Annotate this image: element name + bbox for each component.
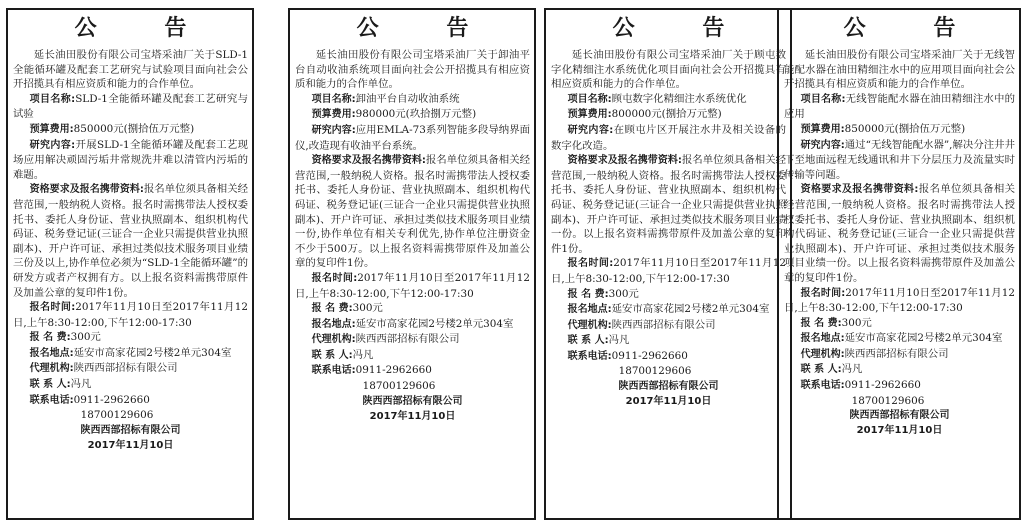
notice-title: 公 告 [74, 16, 217, 41]
project-value: 无线智能配水器在油田精细注水中的应用 [784, 92, 1016, 121]
budget-label: 预算费用: [800, 123, 845, 135]
phone-row [551, 349, 786, 365]
notice-body [551, 48, 786, 409]
agency-row [295, 332, 530, 348]
contact-label: 联 系 人: [567, 335, 609, 347]
qualification-row [551, 153, 786, 256]
contact-label: 联 系 人: [29, 379, 71, 391]
time-value: 2017年11月10日至2017年11月12日,上午8:30-12:00,下午12:00-17:30 [295, 271, 530, 300]
qualification-row [13, 182, 248, 300]
place-label: 报名地点: [567, 304, 612, 316]
qualification-value: 报名单位须具备相关经营范围,一般纳税人资格。报名时需携带法人授权委托书、委托人身份证、营业执照副本、组织机构代码证、税务登记证(三证合一企业只需提供营业执照副本)、开户许可证、承担过类似技术服务项目业绩一份,协作单位有相关专利优先,协作单位注册资金不少于500万。以上报名资料需携带原件及加盖公章的复印件1份。 [295, 154, 531, 270]
notice-3 [544, 8, 792, 520]
fee-row [13, 330, 248, 346]
place-row [13, 346, 248, 362]
notice-2 [288, 8, 536, 520]
time-label: 报名时间: [311, 272, 358, 284]
agency-value: 陕西西部招标有限公司 [73, 362, 178, 375]
project-value: 顾屯数字化精细注水系统优化 [611, 92, 747, 105]
agency-label: 代理机构: [311, 334, 356, 346]
budget-label: 预算费用: [311, 109, 356, 121]
research-row [551, 123, 786, 153]
time-row [295, 271, 530, 301]
project-row [13, 92, 248, 122]
research-value: 在顾屯片区开展注水井及相关设备的数字化改造。 [551, 123, 786, 152]
phone-label: 联系电话: [567, 350, 612, 362]
agency-label: 代理机构: [800, 348, 845, 360]
agency-row [784, 347, 1015, 363]
signature-date: 2017年11月10日 [369, 410, 456, 422]
time-label: 报名时间: [567, 258, 614, 270]
contact-row [295, 348, 530, 364]
phone-value: 0911-2962660 [611, 349, 688, 362]
signature-org: 陕西西部招标有限公司 [80, 424, 181, 436]
phone-value: 0911-2962660 [844, 379, 921, 392]
notice-body [13, 48, 248, 453]
contact-value: 冯凡 [352, 348, 374, 361]
fee-row [295, 301, 530, 317]
research-row [13, 138, 248, 183]
agency-value: 陕西西部招标有限公司 [611, 318, 716, 331]
research-value: 通过“无线智能配水器”,解决分注井井下至地面远程无线通讯和井下分层压力及流量实时传输等问题。 [784, 138, 1015, 181]
place-label: 报名地点: [29, 347, 74, 359]
notice-body [295, 48, 530, 424]
agency-label: 代理机构: [29, 363, 74, 375]
intro-text: 延长油田股份有限公司宝塔采油厂关于顾屯数字化精细注水系统优化项目面向社会公开招揽具有相应资质和能力的合作单位。 [551, 49, 786, 91]
research-row [784, 138, 1015, 183]
phone-mobile: 18700129606 [80, 409, 154, 422]
time-label: 报名时间: [29, 302, 76, 314]
fee-row [784, 316, 1015, 332]
budget-label: 预算费用: [29, 123, 74, 135]
agency-value: 陕西西部招标有限公司 [355, 333, 460, 346]
budget-row [784, 122, 1015, 138]
project-label: 项目名称: [800, 93, 846, 105]
budget-value: 800000元(捌拾万元整) [611, 108, 722, 121]
research-row [295, 123, 530, 153]
intro-text: 延长油田股份有限公司宝塔采油厂关于卸油平台自动收油系统项目面向社会公开招揽具有相应资质和能力的合作单位。 [295, 49, 530, 91]
place-value: 延安市高家花园2号楼2单元304室 [73, 346, 232, 359]
signature-org: 陕西西部招标有限公司 [618, 381, 719, 393]
project-row [295, 92, 530, 108]
intro-text: 延长油田股份有限公司宝塔采油厂关于SLD-1全能循环罐及配套工艺研究与试验项目面向社会公开招揽具有相应资质和能力的合作单位。 [13, 49, 248, 91]
qualification-label: 资格要求及报名携带资料: [800, 184, 919, 196]
qualification-value: 报名单位须具备相关经营范围,一般纳税人资格。报名时需携带法人授权委托书、委托人身份证、营业执照副本、组织机构代码证、税务登记证(三证合一企业只需提供营业执照副本)、开户许可证、承担过类似技术服务项目业绩三份及以上,协作单位必须为“SLD-1全能循环罐”的研发方或者产权拥有方。以上报名资料需携带原件及加盖公章的复印件1份。 [13, 183, 249, 299]
time-row [13, 300, 248, 330]
research-value: 开展SLD-1全能循环罐及配套工艺现场应用解决顽固污垢井常规洗井难以清管内污垢的难题。 [13, 138, 249, 181]
contact-row [784, 362, 1015, 378]
fee-label: 报 名 费: [29, 332, 71, 344]
place-label: 报名地点: [800, 333, 845, 345]
project-value: SLD-1全能循环罐及配套工艺研究与试验 [13, 92, 248, 121]
phone-mobile: 18700129606 [851, 394, 925, 407]
fee-value: 300元 [70, 331, 101, 344]
project-label: 项目名称: [567, 93, 612, 105]
fee-row [551, 287, 786, 303]
agency-row [13, 361, 248, 377]
phone-value: 0911-2962660 [73, 393, 150, 406]
phone-row [295, 363, 530, 379]
research-label: 研究内容: [311, 124, 356, 136]
phone-label: 联系电话: [29, 394, 74, 406]
research-value: 应用EMLA-73系列智能多段导纳界面仪,改造现有收油平台系统。 [295, 123, 531, 152]
agency-label: 代理机构: [567, 319, 612, 331]
fee-value: 300元 [352, 302, 383, 315]
fee-value: 300元 [841, 316, 872, 329]
research-label: 研究内容: [29, 139, 76, 151]
qualification-row [784, 182, 1015, 285]
phone-row [13, 393, 248, 409]
notice-title: 公 告 [612, 16, 755, 41]
time-value: 2017年11月10日至2017年11月12日,上午8:30-12:00,下午12:00-17:30 [784, 286, 1016, 315]
notice-title: 公 告 [843, 16, 986, 41]
notice-body [784, 48, 1015, 438]
signature-date: 2017年11月10日 [625, 396, 712, 408]
project-label: 项目名称: [311, 93, 356, 105]
budget-value: 850000元(捌拾伍万元整) [844, 122, 966, 135]
notice-4 [777, 8, 1021, 520]
signature-date: 2017年11月10日 [856, 425, 943, 437]
qualification-value: 报名单位须具备相关经营范围,一般纳税人资格。报名时需携带法人授权委托书、委托人身份证、营业执照副本、组织机构代码证、税务登记证(三证合一企业只需提供营业执照副本)、开户许可证、承担过类似技术服务项目业绩一份。以上报名资料需携带原件及加盖公章的复印件1份。 [784, 183, 1016, 284]
contact-value: 冯凡 [608, 334, 630, 347]
phone-label: 联系电话: [800, 380, 845, 392]
time-label: 报名时间: [800, 287, 846, 299]
time-row [784, 286, 1015, 316]
qualification-value: 报名单位须具备相关经营范围,一般纳税人资格。报名时需携带法人授权委托书、委托人身份证、营业执照副本、组织机构代码证、税务登记证(三证合一企业只需提供营业执照副本)、开户许可证、承担过类似技术服务项目业绩一份。以上报名资料需携带原件及加盖公章的复印件1份。 [551, 154, 787, 255]
contact-label: 联 系 人: [800, 364, 842, 376]
research-label: 研究内容: [567, 124, 614, 136]
budget-value: 980000元(玖拾捌万元整) [355, 108, 477, 121]
fee-label: 报 名 费: [311, 303, 353, 315]
research-label: 研究内容: [800, 139, 845, 151]
project-row [784, 92, 1015, 122]
time-row [551, 256, 786, 286]
signature-org: 陕西西部招标有限公司 [362, 395, 463, 407]
budget-value: 850000元(捌拾伍万元整) [73, 122, 195, 135]
place-label: 报名地点: [311, 318, 356, 330]
signature-org: 陕西西部招标有限公司 [849, 410, 950, 422]
agency-row [551, 318, 786, 334]
place-row [551, 302, 786, 318]
notice-title: 公 告 [356, 16, 499, 41]
place-value: 延安市高家花园2号楼2单元304室 [355, 317, 514, 330]
phone-row [784, 378, 1015, 394]
project-row [551, 92, 786, 108]
contact-label: 联 系 人: [311, 349, 353, 361]
fee-value: 300元 [608, 287, 639, 300]
budget-row [551, 107, 786, 123]
qualification-row [295, 153, 530, 271]
place-value: 延安市高家花园2号楼2单元304室 [844, 332, 1003, 345]
place-value: 延安市高家花园2号楼2单元304室 [611, 303, 770, 316]
notice-1 [6, 8, 254, 520]
phone-value: 0911-2962660 [355, 364, 432, 377]
signature-date: 2017年11月10日 [87, 439, 174, 451]
contact-value: 冯凡 [70, 378, 92, 391]
qualification-label: 资格要求及报名携带资料: [567, 155, 682, 167]
qualification-label: 资格要求及报名携带资料: [311, 155, 426, 167]
budget-label: 预算费用: [567, 109, 612, 121]
contact-value: 冯凡 [841, 363, 863, 376]
budget-row [13, 122, 248, 138]
fee-label: 报 名 费: [567, 288, 609, 300]
project-label: 项目名称: [29, 93, 76, 105]
project-value: 卸油平台自动收油系统 [355, 92, 460, 105]
place-row [295, 317, 530, 333]
budget-row [295, 107, 530, 123]
place-row [784, 331, 1015, 347]
phone-mobile: 18700129606 [362, 380, 436, 393]
time-value: 2017年11月10日至2017年11月12日,上午8:30-12:00,下午12:00-17:30 [551, 257, 786, 285]
contact-row [551, 333, 786, 349]
contact-row [13, 377, 248, 393]
phone-mobile: 18700129606 [618, 365, 692, 378]
time-value: 2017年11月10日至2017年11月12日,上午8:30-12:00,下午12:00-17:30 [13, 301, 248, 329]
phone-label: 联系电话: [311, 365, 356, 377]
fee-label: 报 名 费: [800, 317, 842, 329]
qualification-label: 资格要求及报名携带资料: [29, 184, 144, 196]
intro-text: 延长油田股份有限公司宝塔采油厂关于无线智能配水器在油田精细注水中的应用项目面向社会公开招揽具有相应资质和能力的合作单位。 [784, 49, 1015, 91]
agency-value: 陕西西部招标有限公司 [844, 347, 949, 360]
